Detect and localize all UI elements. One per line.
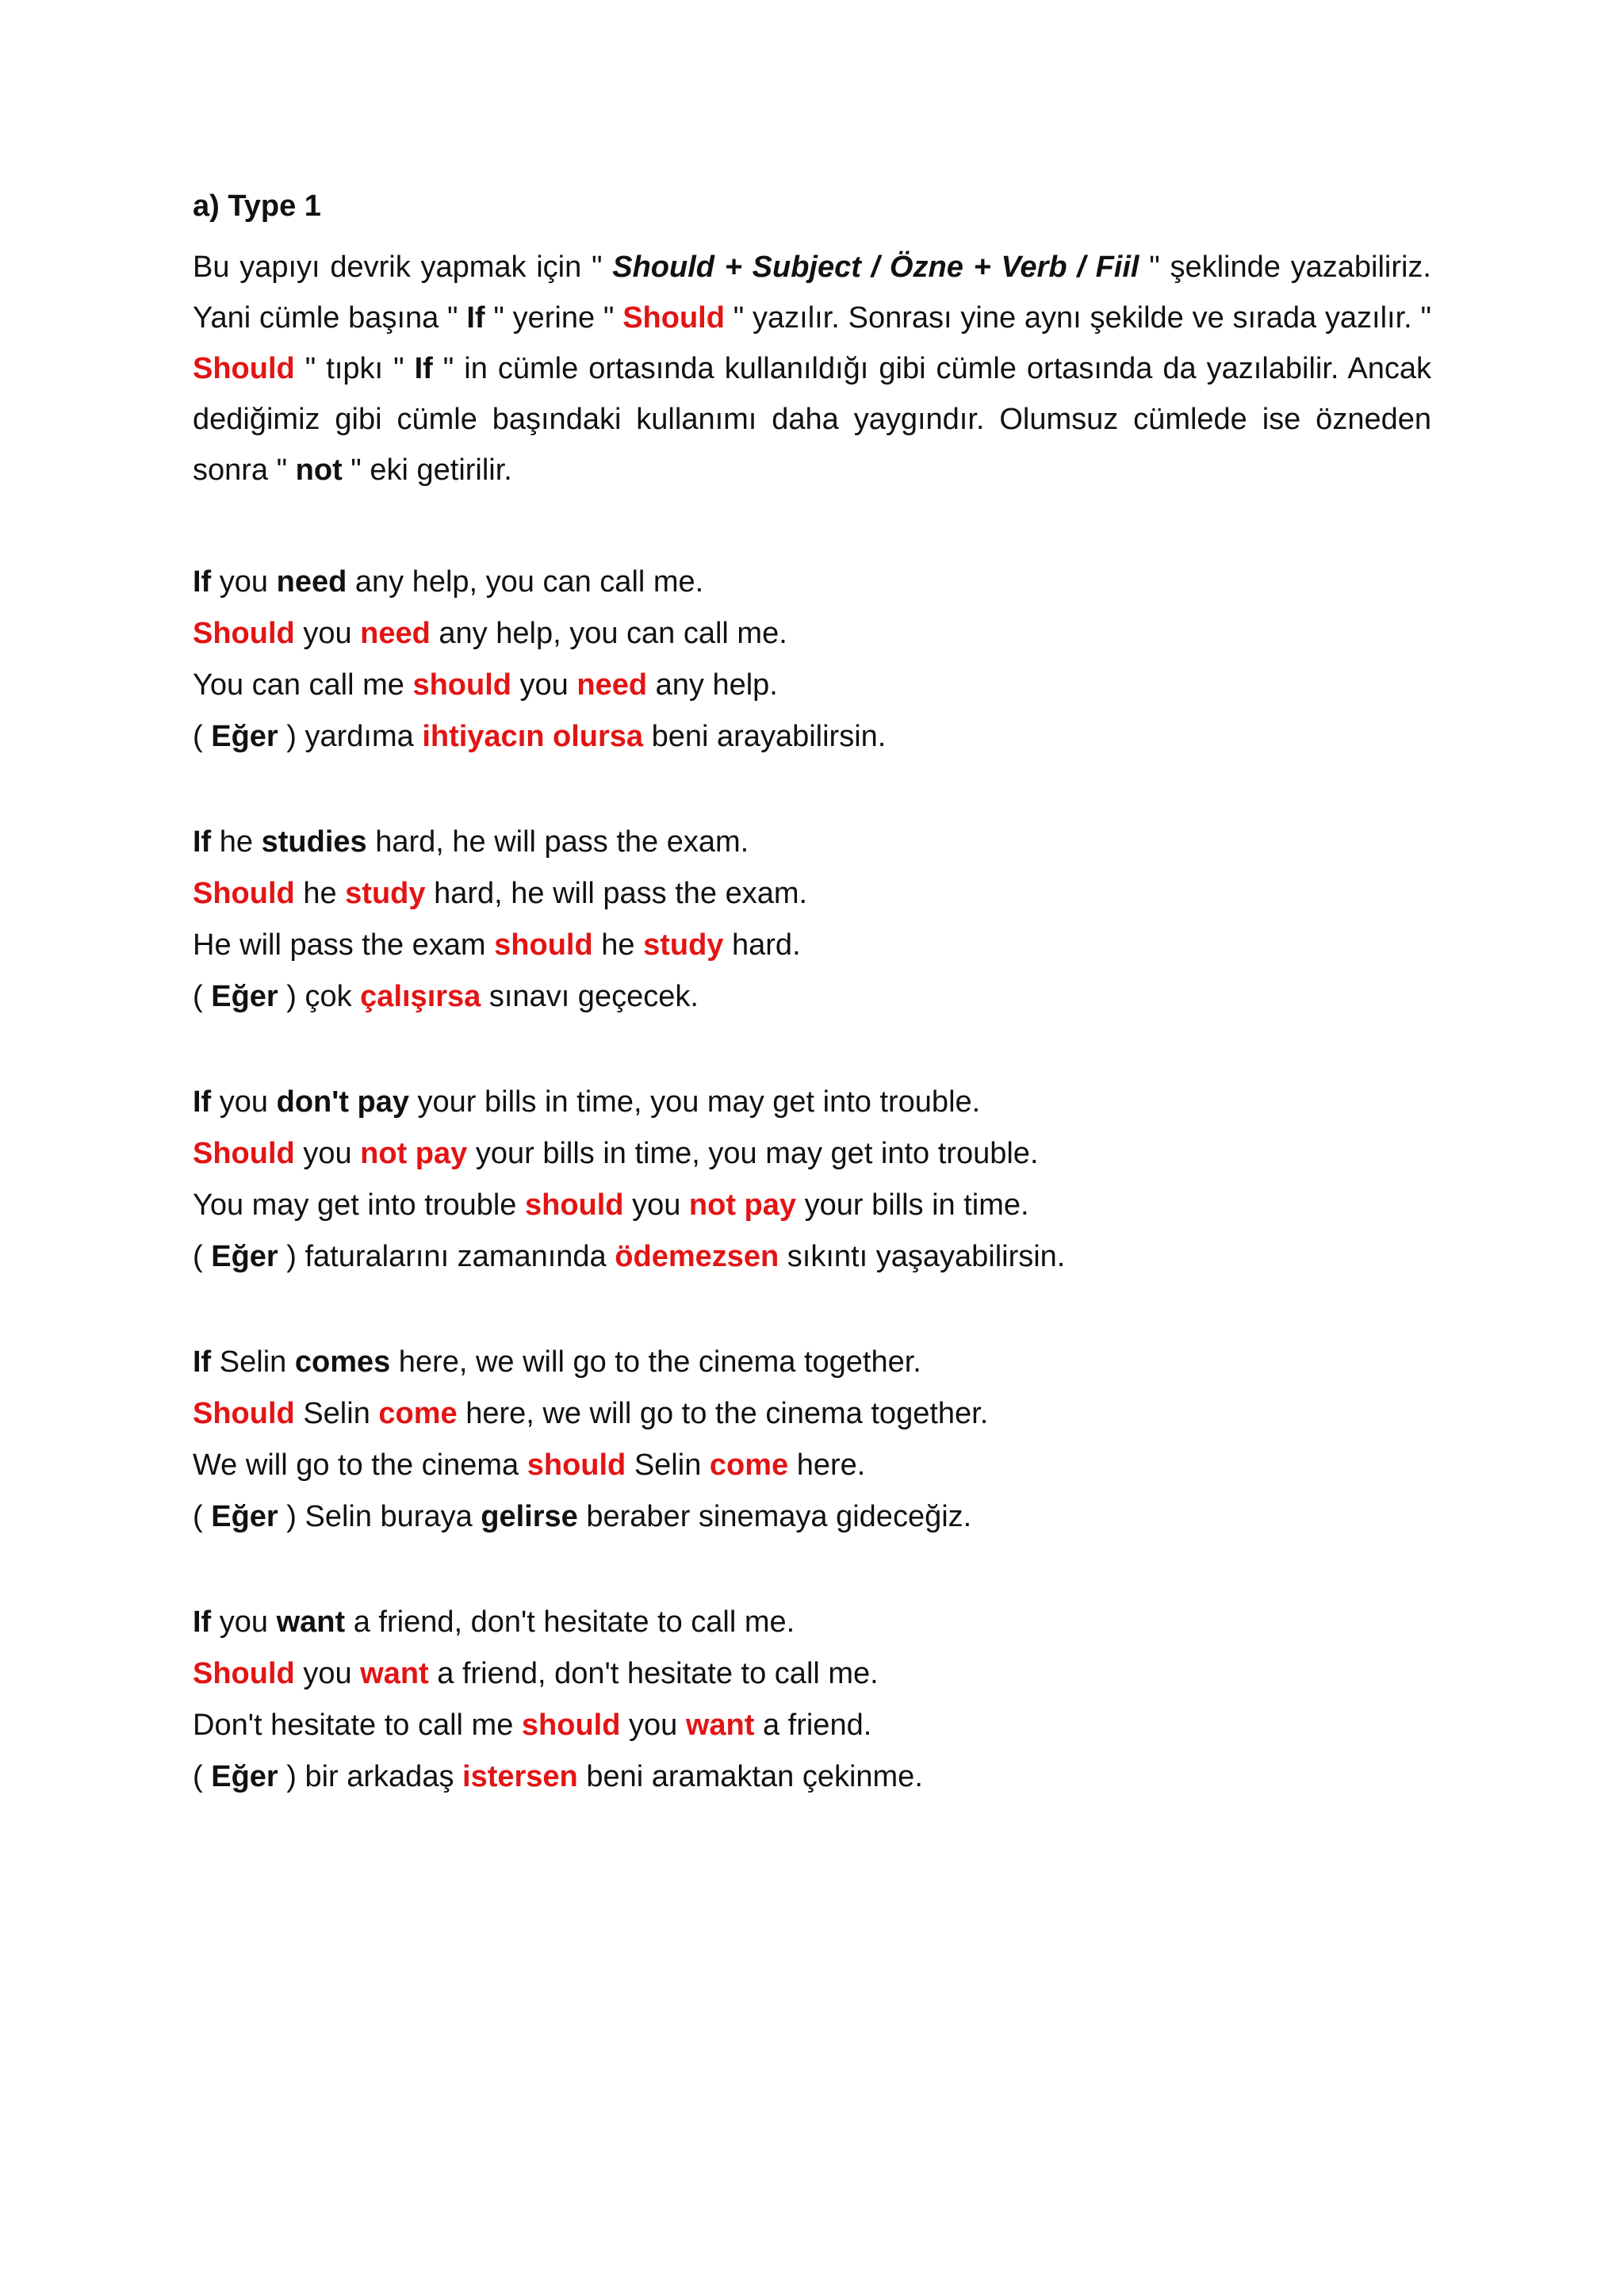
translation-line bbox=[193, 971, 1431, 1023]
highlighted-word: study bbox=[345, 877, 426, 910]
text-run: You may get into trouble bbox=[193, 1188, 525, 1222]
bold-text: If bbox=[193, 825, 212, 859]
highlighted-word: not pay bbox=[360, 1137, 468, 1170]
highlighted-word: want bbox=[360, 1657, 429, 1690]
bold-text: Eğer bbox=[211, 1240, 278, 1273]
text-run: " eki getirilir. bbox=[342, 453, 512, 487]
bold-text: comes bbox=[294, 1345, 391, 1379]
text-run: you bbox=[294, 617, 361, 650]
highlighted-word: need bbox=[360, 617, 431, 650]
text-run: Bu yapıyı devrik yapmak için " bbox=[193, 251, 613, 284]
text-run: ) bir arkadaş bbox=[278, 1760, 463, 1793]
intro-paragraph bbox=[193, 242, 1431, 496]
text-run: your bills in time. bbox=[796, 1188, 1029, 1222]
highlighted-word: Should bbox=[193, 1657, 295, 1690]
text-run: ( bbox=[193, 1240, 212, 1273]
text-run: Don't hesitate to call me bbox=[193, 1709, 522, 1742]
bold-text: If bbox=[414, 352, 433, 385]
text-run: a friend. bbox=[754, 1709, 872, 1742]
translation-line bbox=[193, 1751, 1431, 1803]
text-run: hard, he will pass the exam. bbox=[425, 877, 808, 910]
section-heading: a) Type 1 bbox=[193, 189, 321, 223]
bold-text: If bbox=[193, 1605, 212, 1639]
highlighted-word: not pay bbox=[688, 1188, 797, 1222]
bold-text: Eğer bbox=[211, 720, 278, 753]
example-sentence bbox=[193, 1700, 1431, 1751]
example-sentence bbox=[193, 1597, 1431, 1648]
text-run: beraber sinemaya gideceğiz. bbox=[577, 1500, 972, 1533]
highlighted-word: Should bbox=[622, 301, 725, 335]
text-run: a friend, don't hesitate to call me. bbox=[345, 1605, 795, 1639]
example-group bbox=[193, 1597, 1431, 1803]
bold-text: Eğer bbox=[211, 1500, 278, 1533]
highlighted-word: should bbox=[527, 1448, 626, 1482]
intro-text bbox=[193, 242, 1431, 496]
example-group bbox=[193, 557, 1431, 763]
text-run: Selin bbox=[626, 1448, 710, 1482]
highlighted-word: study bbox=[643, 928, 724, 962]
example-sentence bbox=[193, 817, 1431, 868]
text-run: Selin bbox=[211, 1345, 295, 1379]
text-run: ) çok bbox=[278, 980, 361, 1013]
highlighted-word: want bbox=[685, 1709, 755, 1742]
text-run: your bills in time, you may get into trouble. bbox=[467, 1137, 1039, 1170]
highlighted-word: come bbox=[378, 1397, 458, 1430]
example-group bbox=[193, 1337, 1431, 1543]
text-run: sıkıntı yaşayabilirsin. bbox=[779, 1240, 1066, 1273]
example-sentence bbox=[193, 1337, 1431, 1388]
example-sentence bbox=[193, 920, 1431, 971]
text-run: " tıpkı " bbox=[294, 352, 415, 385]
example-sentence bbox=[193, 660, 1431, 711]
highlighted-word: need bbox=[576, 668, 648, 702]
bold-text: don't pay bbox=[276, 1085, 409, 1119]
bold-text: If bbox=[193, 1085, 212, 1119]
bold-text: If bbox=[193, 565, 212, 599]
text-run: you bbox=[623, 1188, 689, 1222]
bold-text: studies bbox=[261, 825, 367, 859]
translation-line bbox=[193, 1491, 1431, 1543]
highlighted-word: Should bbox=[193, 877, 295, 910]
text-run: here, we will go to the cinema together. bbox=[457, 1397, 989, 1430]
text-run: you bbox=[211, 1605, 277, 1639]
text-run: " şeklinde yazabiliriz. Yani cümle başına " bbox=[193, 251, 1431, 335]
bold-text: gelirse bbox=[481, 1500, 578, 1533]
text-run: any help. bbox=[647, 668, 778, 702]
text-run: He will pass the exam bbox=[193, 928, 495, 962]
example-sentence bbox=[193, 557, 1431, 608]
example-sentence bbox=[193, 1128, 1431, 1180]
highlighted-word: ödemezsen bbox=[615, 1240, 779, 1273]
text-run: hard, he will pass the exam. bbox=[366, 825, 749, 859]
text-run: sınavı geçecek. bbox=[481, 980, 699, 1013]
text-run: " yerine " bbox=[485, 301, 623, 335]
bold-text: Should + Subject / Özne + Verb / Fiil bbox=[612, 251, 1139, 284]
bold-text: Eğer bbox=[211, 1760, 278, 1793]
text-run: beni arayabilirsin. bbox=[643, 720, 887, 753]
text-run: you bbox=[211, 565, 277, 599]
highlighted-word: Should bbox=[193, 617, 295, 650]
text-run: beni aramaktan çekinme. bbox=[577, 1760, 923, 1793]
highlighted-word: should bbox=[524, 1188, 624, 1222]
highlighted-word: çalışırsa bbox=[360, 980, 481, 1013]
translation-line bbox=[193, 711, 1431, 763]
text-run: ( bbox=[193, 720, 212, 753]
text-run: " in cümle ortasında kullanıldığı gibi cümle ortasında da yazılabilir. Ancak dediğimiz gibi cümle başındaki kullanımı daha yaygındır. Olumsuz cümlede ise özneden sonra " bbox=[193, 352, 1431, 487]
highlighted-word: Should bbox=[193, 1397, 295, 1430]
text-run: you bbox=[294, 1657, 361, 1690]
example-group bbox=[193, 817, 1431, 1023]
highlighted-word: come bbox=[709, 1448, 789, 1482]
highlighted-word: ihtiyacın olursa bbox=[422, 720, 644, 753]
bold-text: not bbox=[295, 453, 343, 487]
bold-text: Eğer bbox=[211, 980, 278, 1013]
highlighted-word: Should bbox=[193, 1137, 295, 1170]
example-sentence bbox=[193, 1180, 1431, 1231]
text-run: you bbox=[211, 1085, 277, 1119]
text-run: here, we will go to the cinema together. bbox=[390, 1345, 921, 1379]
example-sentence bbox=[193, 1077, 1431, 1128]
text-run: you bbox=[620, 1709, 686, 1742]
text-run: Selin bbox=[294, 1397, 379, 1430]
example-group bbox=[193, 1077, 1431, 1283]
text-run: your bills in time, you may get into trouble. bbox=[408, 1085, 981, 1119]
text-run: ) yardıma bbox=[278, 720, 423, 753]
highlighted-word: should bbox=[521, 1709, 621, 1742]
translation-line bbox=[193, 1231, 1431, 1283]
text-run: ( bbox=[193, 1500, 212, 1533]
text-run: he bbox=[592, 928, 644, 962]
bold-text: If bbox=[466, 301, 485, 335]
example-sentence bbox=[193, 608, 1431, 660]
example-sentence bbox=[193, 1440, 1431, 1491]
text-run: you bbox=[511, 668, 577, 702]
text-run: We will go to the cinema bbox=[193, 1448, 527, 1482]
text-run: any help, you can call me. bbox=[430, 617, 787, 650]
highlighted-word: should bbox=[494, 928, 593, 962]
example-sentence bbox=[193, 1648, 1431, 1700]
example-sentence bbox=[193, 1388, 1431, 1440]
text-run: a friend, don't hesitate to call me. bbox=[428, 1657, 879, 1690]
highlighted-word: should bbox=[412, 668, 511, 702]
text-run: hard. bbox=[723, 928, 801, 962]
bold-text: want bbox=[276, 1605, 346, 1639]
text-run: he bbox=[294, 877, 346, 910]
text-run: " yazılır. Sonrası yine aynı şekilde ve sırada yazılır. " bbox=[724, 301, 1431, 335]
text-run: any help, you can call me. bbox=[347, 565, 704, 599]
text-run: ( bbox=[193, 980, 212, 1013]
text-run: he bbox=[211, 825, 262, 859]
text-run: here. bbox=[788, 1448, 866, 1482]
text-run: ) faturalarını zamanında bbox=[278, 1240, 615, 1273]
bold-text: If bbox=[193, 1345, 212, 1379]
bold-text: need bbox=[276, 565, 347, 599]
text-run: You can call me bbox=[193, 668, 413, 702]
text-run: you bbox=[294, 1137, 361, 1170]
highlighted-word: istersen bbox=[462, 1760, 578, 1793]
example-sentence bbox=[193, 868, 1431, 920]
highlighted-word: Should bbox=[193, 352, 295, 385]
text-run: ) Selin buraya bbox=[278, 1500, 481, 1533]
text-run: ( bbox=[193, 1760, 212, 1793]
